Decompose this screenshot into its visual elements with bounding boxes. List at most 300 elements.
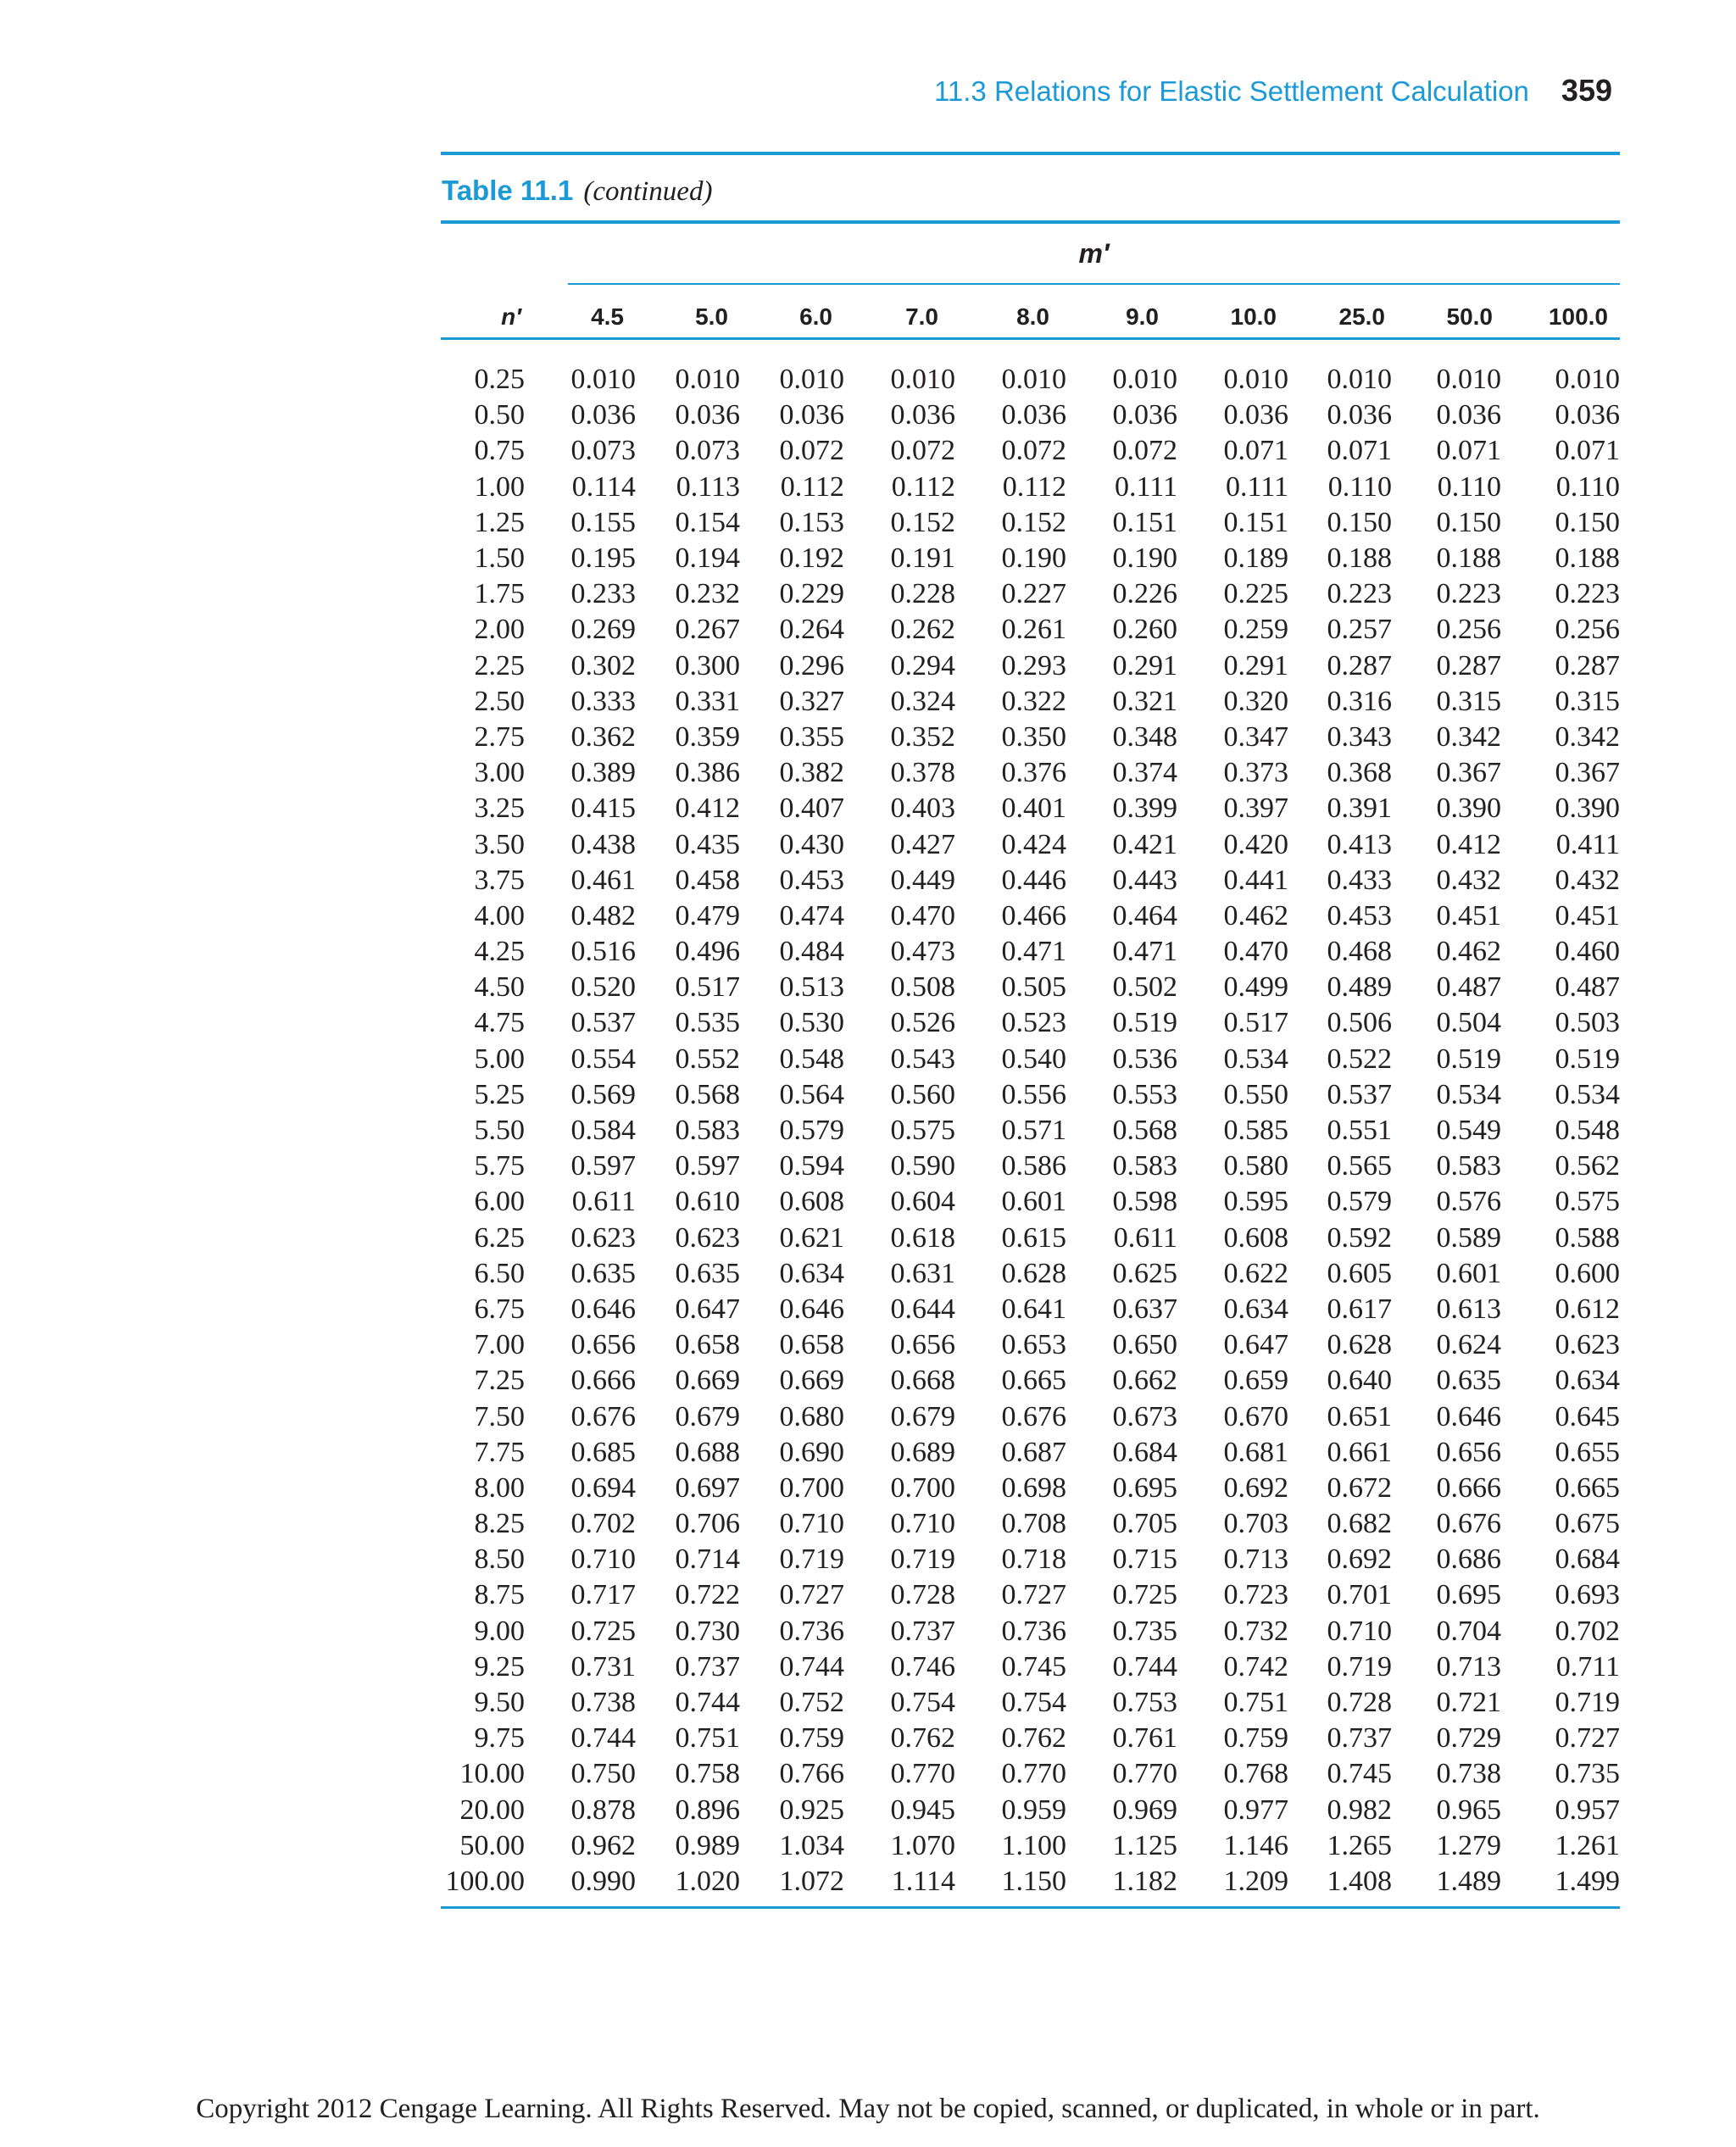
row-label-n: 8.75 — [474, 1579, 525, 1611]
table-cell: 0.646 — [570, 1293, 636, 1325]
table-cell: 0.583 — [675, 1115, 740, 1147]
table-cell: 1.489 — [1436, 1865, 1501, 1897]
table-cell: 0.482 — [570, 899, 636, 932]
table-cell: 0.519 — [1112, 1007, 1177, 1039]
table-cell: 0.287 — [1555, 649, 1620, 681]
table-cell: 0.484 — [779, 936, 844, 968]
table-row — [441, 505, 1620, 541]
table-cell: 0.112 — [891, 470, 955, 503]
row-label-n: 7.50 — [474, 1400, 525, 1432]
table-cell: 0.453 — [779, 864, 844, 896]
table-cell: 0.291 — [1223, 649, 1288, 681]
table-cell: 0.637 — [1112, 1293, 1177, 1325]
table-cell: 0.150 — [1555, 506, 1620, 538]
table-cell: 0.684 — [1555, 1544, 1620, 1576]
table-cell: 1.279 — [1436, 1829, 1501, 1861]
table-cell: 0.610 — [675, 1186, 740, 1218]
table-cell: 0.564 — [779, 1078, 844, 1110]
table-cell: 0.257 — [1327, 614, 1392, 646]
table-cell: 0.327 — [779, 685, 844, 717]
table-cell: 0.737 — [890, 1615, 955, 1647]
table-row — [441, 1471, 1620, 1506]
table-cell: 0.071 — [1223, 435, 1288, 467]
table-cell: 0.725 — [1112, 1579, 1177, 1611]
header-rule — [441, 339, 1620, 363]
table-cell: 0.676 — [1001, 1400, 1066, 1432]
table-cell: 0.615 — [1001, 1221, 1066, 1254]
table-cell: 0.621 — [779, 1221, 844, 1254]
table-cell: 0.441 — [1223, 864, 1288, 896]
table-cell: 0.010 — [675, 364, 740, 396]
table-cell: 0.605 — [1327, 1257, 1392, 1289]
column-header: 6.0 — [799, 303, 832, 330]
table-cell: 0.702 — [570, 1508, 636, 1540]
table-cell: 0.650 — [1112, 1329, 1177, 1361]
table-cell: 1.261 — [1555, 1829, 1620, 1861]
table-row — [441, 1756, 1620, 1792]
table-cell: 0.692 — [1327, 1544, 1392, 1576]
row-label-n: 0.25 — [474, 364, 525, 396]
table-row — [441, 898, 1620, 934]
row-label-n: 1.25 — [474, 506, 525, 538]
table-cell: 0.073 — [570, 435, 636, 467]
row-label-n: 3.75 — [474, 864, 525, 896]
table-cell: 0.670 — [1223, 1400, 1288, 1432]
table-cell: 0.694 — [570, 1471, 636, 1504]
table-cell: 0.503 — [1555, 1007, 1620, 1039]
table-cell: 0.378 — [890, 757, 955, 789]
table-cell: 0.595 — [1223, 1186, 1288, 1218]
table-cell: 1.499 — [1555, 1865, 1620, 1897]
table-cell: 1.182 — [1112, 1865, 1177, 1897]
table-cell: 0.470 — [1223, 936, 1288, 968]
table-cell: 0.071 — [1327, 435, 1392, 467]
table-row — [441, 541, 1620, 576]
table-cell: 1.125 — [1112, 1829, 1177, 1861]
table-cell: 0.461 — [570, 864, 636, 896]
table-cell: 0.433 — [1327, 864, 1392, 896]
caption-rule — [441, 220, 1620, 224]
table-row — [441, 1042, 1620, 1077]
table-cell: 0.424 — [1001, 828, 1066, 860]
table-cell: 0.413 — [1327, 828, 1392, 860]
table-cell: 0.710 — [890, 1508, 955, 1540]
table-cell: 0.540 — [1001, 1043, 1066, 1075]
table-cell: 0.653 — [1001, 1329, 1066, 1361]
table-cell: 0.746 — [890, 1650, 955, 1683]
table-cell: 0.496 — [675, 936, 740, 968]
table-cell: 0.487 — [1436, 971, 1501, 1004]
table-cell: 0.155 — [570, 506, 636, 538]
table-cell: 1.265 — [1327, 1829, 1392, 1861]
table-cell: 0.073 — [675, 435, 740, 467]
table-cell: 0.631 — [890, 1257, 955, 1289]
table-cell: 0.727 — [1555, 1722, 1620, 1755]
column-header: 10.0 — [1230, 303, 1277, 330]
table-cell: 0.543 — [890, 1043, 955, 1075]
table-cell: 0.962 — [570, 1829, 636, 1861]
table-cell: 0.432 — [1555, 864, 1620, 896]
row-label-n: 2.75 — [474, 720, 525, 753]
table-cell: 0.412 — [1436, 828, 1501, 860]
table-row — [441, 1435, 1620, 1471]
table-row — [441, 791, 1620, 826]
table-cell: 0.959 — [1001, 1794, 1066, 1826]
table-cell: 0.673 — [1112, 1400, 1177, 1432]
table-cell: 0.611 — [571, 1186, 636, 1218]
table-cell: 0.751 — [1223, 1687, 1288, 1719]
table-cell: 0.713 — [1436, 1650, 1501, 1683]
table-row — [441, 1399, 1620, 1434]
row-label-n: 7.00 — [474, 1329, 525, 1361]
table-cell: 0.110 — [1327, 470, 1392, 503]
table-cell: 0.700 — [779, 1471, 844, 1504]
table-cell: 0.731 — [570, 1650, 636, 1683]
table-cell: 0.718 — [1001, 1544, 1066, 1576]
table-cell: 0.715 — [1112, 1544, 1177, 1576]
table-cell: 0.114 — [571, 470, 636, 503]
table-cell: 0.682 — [1327, 1508, 1392, 1540]
table-row — [441, 826, 1620, 862]
table-cell: 0.321 — [1112, 685, 1177, 717]
column-header: 9.0 — [1126, 303, 1159, 330]
table-cell: 0.598 — [1112, 1186, 1177, 1218]
table-cell: 0.990 — [570, 1865, 636, 1897]
table-cell: 0.625 — [1112, 1257, 1177, 1289]
row-label-n: 5.00 — [474, 1043, 525, 1075]
table-cell: 0.579 — [1327, 1186, 1392, 1218]
table-cell: 0.466 — [1001, 899, 1066, 932]
table-cell: 0.700 — [890, 1471, 955, 1504]
table-row — [441, 1005, 1620, 1041]
table-cell: 0.401 — [1001, 793, 1066, 825]
table-cell: 0.549 — [1436, 1115, 1501, 1147]
table-cell: 0.719 — [779, 1544, 844, 1576]
table-cell: 0.420 — [1223, 828, 1288, 860]
table-cell: 0.679 — [675, 1400, 740, 1432]
table-cell: 0.152 — [890, 506, 955, 538]
table-cell: 0.738 — [570, 1687, 636, 1719]
table-cell: 0.412 — [675, 793, 740, 825]
table-cell: 0.519 — [1555, 1043, 1620, 1075]
table-cell: 0.072 — [1001, 435, 1066, 467]
table-cell: 0.520 — [570, 971, 636, 1004]
table-cell: 0.322 — [1001, 685, 1066, 717]
table-cell: 0.727 — [1001, 1579, 1066, 1611]
table-cell: 0.259 — [1223, 614, 1288, 646]
table-cell: 0.666 — [1436, 1471, 1501, 1504]
table-cell: 0.036 — [1327, 399, 1392, 431]
table-cell: 0.583 — [1436, 1150, 1501, 1182]
table-cell: 0.719 — [1327, 1650, 1392, 1683]
table-row — [441, 684, 1620, 720]
table-cell: 0.568 — [1112, 1115, 1177, 1147]
table-cell: 0.471 — [1001, 936, 1066, 968]
table-cell: 0.744 — [779, 1650, 844, 1683]
table-cell: 0.708 — [1001, 1508, 1066, 1540]
table-cell: 0.350 — [1001, 720, 1066, 753]
table-cell: 0.695 — [1436, 1579, 1501, 1611]
table-cell: 0.449 — [890, 864, 955, 896]
table-cell: 0.735 — [1555, 1758, 1620, 1790]
table-cell: 0.656 — [1436, 1436, 1501, 1468]
table-row — [441, 934, 1620, 970]
table-cell: 0.233 — [570, 578, 636, 610]
table-cell: 0.965 — [1436, 1794, 1501, 1826]
table-cell: 0.010 — [1112, 364, 1177, 396]
table-cell: 0.623 — [570, 1221, 636, 1254]
table-cell: 0.576 — [1436, 1186, 1501, 1218]
table-cell: 0.689 — [890, 1436, 955, 1468]
table-cell: 0.687 — [1001, 1436, 1066, 1468]
table-cell: 0.194 — [675, 542, 740, 575]
table-cell: 0.662 — [1112, 1365, 1177, 1397]
table-cell: 0.645 — [1555, 1400, 1620, 1432]
table-cell: 1.209 — [1223, 1865, 1288, 1897]
table-cell: 0.569 — [570, 1078, 636, 1110]
table-cell: 0.451 — [1436, 899, 1501, 932]
table-cell: 0.635 — [675, 1257, 740, 1289]
table-cell: 0.586 — [1001, 1150, 1066, 1182]
table-cell: 0.382 — [779, 757, 844, 789]
table-cell: 0.468 — [1327, 936, 1392, 968]
table-cell: 0.705 — [1112, 1508, 1177, 1540]
table-cell: 0.232 — [675, 578, 740, 610]
table-cell: 0.704 — [1436, 1615, 1501, 1647]
table-cell: 1.072 — [779, 1865, 844, 1897]
table-cell: 0.585 — [1223, 1115, 1288, 1147]
table-cell: 0.634 — [779, 1257, 844, 1289]
table-cell: 0.590 — [890, 1150, 955, 1182]
table-caption — [442, 175, 712, 208]
table-cell: 0.634 — [1555, 1365, 1620, 1397]
table-cell: 0.036 — [675, 399, 740, 431]
table-cell: 0.761 — [1112, 1722, 1177, 1755]
row-label-n: 9.50 — [474, 1687, 525, 1719]
table-cell: 0.684 — [1112, 1436, 1177, 1468]
row-label-n: 5.50 — [474, 1115, 525, 1147]
table-cell: 0.151 — [1223, 506, 1288, 538]
table-cell: 0.226 — [1112, 578, 1177, 610]
table-cell: 0.316 — [1327, 685, 1392, 717]
table-cell: 0.516 — [570, 936, 636, 968]
table-cell: 0.390 — [1436, 793, 1501, 825]
table-cell: 0.583 — [1112, 1150, 1177, 1182]
table-cell: 0.571 — [1001, 1115, 1066, 1147]
table-cell: 0.427 — [890, 828, 955, 860]
row-label-n: 6.25 — [474, 1221, 525, 1254]
table-cell: 0.256 — [1555, 614, 1620, 646]
row-label-n: 4.25 — [474, 936, 525, 968]
table-cell: 0.738 — [1436, 1758, 1501, 1790]
table-cell: 0.071 — [1436, 435, 1501, 467]
table-cell: 0.362 — [570, 720, 636, 753]
row-label-n: 5.75 — [474, 1150, 525, 1182]
table-cell: 0.666 — [570, 1365, 636, 1397]
table-cell: 0.479 — [675, 899, 740, 932]
table-cell: 0.111 — [1115, 470, 1177, 503]
row-label-n: 20.00 — [459, 1794, 525, 1826]
table-cell: 0.550 — [1223, 1078, 1288, 1110]
table-cell: 0.153 — [779, 506, 844, 538]
table-cell: 0.565 — [1327, 1150, 1392, 1182]
table-cell: 0.728 — [1327, 1687, 1392, 1719]
table-cell: 0.036 — [890, 399, 955, 431]
table-cell: 0.195 — [570, 542, 636, 575]
table-cell: 0.618 — [890, 1221, 955, 1254]
row-label-n: 0.50 — [474, 399, 525, 431]
table-cell: 0.110 — [1437, 470, 1501, 503]
table-cell: 0.342 — [1555, 720, 1620, 753]
table-cell: 0.594 — [779, 1150, 844, 1182]
table-cell: 0.732 — [1223, 1615, 1288, 1647]
table-cell: 0.260 — [1112, 614, 1177, 646]
column-header: 7.0 — [905, 303, 938, 330]
table-cell: 0.403 — [890, 793, 955, 825]
table-cell: 0.347 — [1223, 720, 1288, 753]
table-cell: 0.010 — [890, 364, 955, 396]
table-cell: 0.647 — [1223, 1329, 1288, 1361]
table-row — [441, 1149, 1620, 1184]
table-cell: 0.526 — [890, 1007, 955, 1039]
table-cell: 0.530 — [779, 1007, 844, 1039]
row-label-n: 6.50 — [474, 1257, 525, 1289]
table-row — [441, 362, 1620, 398]
table-cell: 0.744 — [675, 1687, 740, 1719]
row-label-n: 1.50 — [474, 542, 525, 575]
table-cell: 0.508 — [890, 971, 955, 1004]
table-body — [441, 362, 1620, 1899]
table-cell: 0.352 — [890, 720, 955, 753]
table-cell: 0.506 — [1327, 1007, 1392, 1039]
table-cell: 0.373 — [1223, 757, 1288, 789]
table-cell: 0.474 — [779, 899, 844, 932]
row-label-n: 8.00 — [474, 1471, 525, 1504]
table-cell: 0.010 — [1001, 364, 1066, 396]
table-cell: 0.464 — [1112, 899, 1177, 932]
column-group-label: m′ — [1078, 238, 1110, 269]
table-cell: 0.600 — [1555, 1257, 1620, 1289]
row-label-n: 8.25 — [474, 1508, 525, 1540]
table-cell: 0.192 — [779, 542, 844, 575]
table-cell: 0.688 — [675, 1436, 740, 1468]
row-label-n: 9.75 — [474, 1722, 525, 1755]
table-cell: 0.296 — [779, 649, 844, 681]
table-cell: 0.695 — [1112, 1471, 1177, 1504]
table-row — [441, 1363, 1620, 1399]
table-cell: 0.399 — [1112, 793, 1177, 825]
table-label: Table 11.1 — [442, 175, 574, 206]
table-cell: 0.562 — [1555, 1150, 1620, 1182]
table-cell: 0.647 — [675, 1293, 740, 1325]
table-cell: 0.367 — [1436, 757, 1501, 789]
table-cell: 0.451 — [1555, 899, 1620, 932]
table-cell: 0.584 — [570, 1115, 636, 1147]
table-cell: 0.342 — [1436, 720, 1501, 753]
table-cell: 0.462 — [1436, 936, 1501, 968]
table-cell: 0.386 — [675, 757, 740, 789]
table-row — [441, 1864, 1620, 1899]
table-cell: 0.261 — [1001, 614, 1066, 646]
table-cell: 0.575 — [1555, 1186, 1620, 1218]
table-row — [441, 1721, 1620, 1756]
table-cell: 0.896 — [675, 1794, 740, 1826]
table-row — [441, 1577, 1620, 1613]
table-cell: 0.617 — [1327, 1293, 1392, 1325]
table-cell: 0.190 — [1001, 542, 1066, 575]
table-cell: 0.010 — [779, 364, 844, 396]
table-cell: 0.300 — [675, 649, 740, 681]
row-label-n: 3.25 — [474, 793, 525, 825]
table-cell: 0.519 — [1436, 1043, 1501, 1075]
table-cell: 0.229 — [779, 578, 844, 610]
table-cell: 1.114 — [891, 1865, 955, 1897]
table-cell: 0.487 — [1555, 971, 1620, 1004]
table-row — [441, 1542, 1620, 1577]
table-cell: 0.736 — [1001, 1615, 1066, 1647]
table-row — [441, 648, 1620, 684]
table-cell: 0.504 — [1436, 1007, 1501, 1039]
table-cell: 0.223 — [1327, 578, 1392, 610]
table-cell: 0.225 — [1223, 578, 1288, 610]
table-cell: 0.685 — [570, 1436, 636, 1468]
table-cell: 0.635 — [570, 1257, 636, 1289]
table-cell: 1.034 — [779, 1829, 844, 1861]
table-cell: 0.656 — [570, 1329, 636, 1361]
table-cell: 0.644 — [890, 1293, 955, 1325]
table-cell: 0.324 — [890, 685, 955, 717]
table-cell: 0.421 — [1112, 828, 1177, 860]
table-cell: 0.302 — [570, 649, 636, 681]
table-row — [441, 470, 1620, 505]
table-cell: 0.036 — [1555, 399, 1620, 431]
table-cell: 0.227 — [1001, 578, 1066, 610]
row-label-n: 10.00 — [459, 1758, 525, 1790]
table-cell: 0.703 — [1223, 1508, 1288, 1540]
table-cell: 0.446 — [1001, 864, 1066, 896]
table-cell: 0.191 — [890, 542, 955, 575]
table-cell: 0.287 — [1327, 649, 1392, 681]
table-cell: 0.110 — [1555, 470, 1620, 503]
row-label-n: 7.75 — [474, 1436, 525, 1468]
top-rule — [441, 152, 1620, 155]
table-cell: 0.612 — [1555, 1293, 1620, 1325]
table-cell: 0.568 — [675, 1078, 740, 1110]
table-row — [441, 1506, 1620, 1542]
bottom-rule — [441, 1906, 1620, 1909]
table-cell: 0.762 — [1001, 1722, 1066, 1755]
table-cell: 0.646 — [779, 1293, 844, 1325]
table-cell: 0.597 — [570, 1150, 636, 1182]
table-cell: 0.730 — [675, 1615, 740, 1647]
row-label-n: 7.25 — [474, 1365, 525, 1397]
table-cell: 1.150 — [1001, 1865, 1066, 1897]
table-cell: 0.036 — [1001, 399, 1066, 431]
table-cell: 0.548 — [779, 1043, 844, 1075]
table-cell: 0.548 — [1555, 1115, 1620, 1147]
table-cell: 0.710 — [1327, 1615, 1392, 1647]
table-row — [441, 970, 1620, 1005]
table-cell: 0.537 — [1327, 1078, 1392, 1110]
table-cell: 0.315 — [1555, 685, 1620, 717]
table-cell: 0.706 — [675, 1508, 740, 1540]
table-cell: 0.535 — [675, 1007, 740, 1039]
row-label-n: 4.50 — [474, 971, 525, 1004]
table-cell: 0.536 — [1112, 1043, 1177, 1075]
column-header: 8.0 — [1016, 303, 1049, 330]
table-cell: 0.552 — [675, 1043, 740, 1075]
table-row — [441, 398, 1620, 433]
